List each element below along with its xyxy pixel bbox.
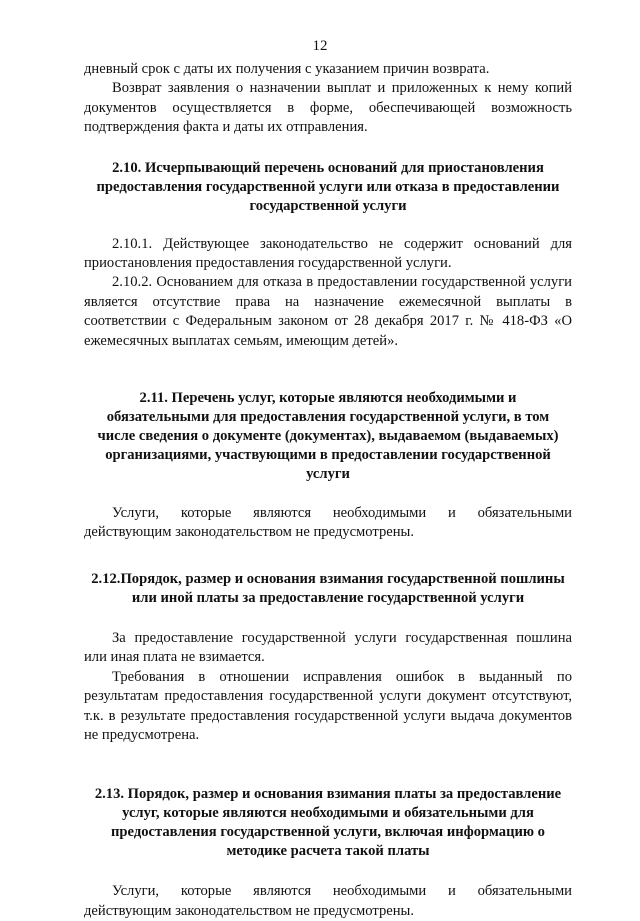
section-2-10-heading: 2.10. Исчерпывающий перечень оснований для приостановления предоставления государственной услуги или отказа в предоставлении государственной услуги	[96, 159, 560, 214]
section-2-11-heading: 2.11. Перечень услуг, которые являются необходимыми и обязательными для предоставления государственной услуги, в том числе сведения о документе (документах), выдаваемом (выдаваемых) организациями, участвующими в предоставлении государственной услуги	[97, 390, 559, 483]
section-2-12-paragraph-1: За предоставление государственной услуги государственная пошлина или иная плата не взимается.	[84, 629, 572, 666]
section-2-13-heading: 2.13. Порядок, размер и основания взимания платы за предоставление услуг, которые являются необходимыми и обязательными для предоставления государственной услуги, включая информацию о методике расчета такой платы	[94, 786, 562, 860]
intro-paragraph-1: дневный срок с даты их получения с указанием причин возврата.	[84, 61, 490, 77]
section-2-11-paragraph-1: Услуги, которые являются необходимыми и обязательными действующим законодательством не предусмотрены.	[84, 505, 572, 541]
page-number: 12	[312, 38, 328, 54]
section-2-10-paragraph-2: 2.10.2. Основанием для отказа в предоставлении государственной услуги является отсутствие права на назначение ежемесячной выплаты в соответствии с Федеральным законом от 28 декабря 2017 г. № 418-ФЗ «О ежемесячных выплатах семьям, имеющим детей».	[84, 274, 572, 349]
section-2-10-paragraph-1: 2.10.1. Действующее законодательство не содержит оснований для приостановления предоставления государственной услуги.	[84, 235, 572, 272]
intro-paragraph-2: Возврат заявления о назначении выплат и приложенных к нему копий документов осуществляется в форме, обеспечивающей возможность подтверждения факта и даты их отправления.	[84, 80, 572, 136]
section-2-12-heading: 2.12.Порядок, размер и основания взимания государственной пошлины или иной платы за предоставление государственной услуги	[91, 570, 565, 606]
page-content	[84, 60, 572, 921]
section-2-13-paragraph-1: Услуги, которые являются необходимыми и обязательными действующим законодательством не предусмотрены.	[84, 883, 572, 919]
section-2-12-paragraph-2: Требования в отношении исправления ошибок в выданный по результатам предоставления государственной услуги документ отсутствуют, т.к. в результате предоставления государственной услуги выдача документов не предусмотрена.	[84, 668, 572, 743]
